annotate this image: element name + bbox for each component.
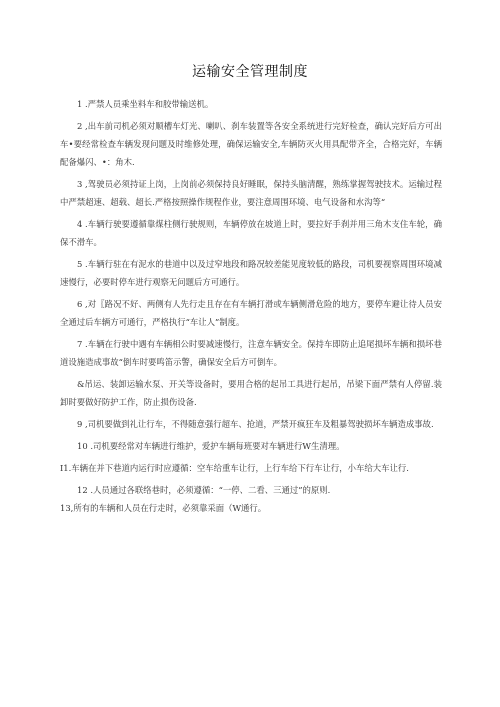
rule-paragraph-11: I1.车辆在并下巷道内运行时应遵循：空车给重车让行，上行车给下行车让行，小车给大车让行. bbox=[60, 463, 409, 473]
rule-paragraph-5: 5 .车辆行驻在有泥水的巷道中以及过窄地段和路况较差能见度较低的路段，司机要视察周围环境减速慢行，必要时停车进行观察无问题后方可通行。 bbox=[60, 259, 442, 287]
rule-paragraph-12: 12 .人员通过各联络巷时，必须遵循：“一停、二看、三通过”的原则. bbox=[77, 485, 331, 495]
rule-paragraph-9: 9 ,司机要做到礼让行车，不得随意强行超车、抢道，严禁开疯狂车及粗暴驾驶损坏车辆造成事故. bbox=[77, 419, 434, 429]
rule-paragraph-4: 4 .车辆行驶要遵循靠煤柱侧行驶规则，车辆停放在坡道上时，要拉好手刹并用三角木支住车轮，确保不滑车。 bbox=[60, 219, 442, 247]
rule-paragraph-7: 7 .车辆在行驶中遇有车辆相公时要减速慢行，注意车辆安全。保持车即防止追尾损坏车辆和损坏巷道设施造成事故“倒车时要鸣笛示警，确保安全后方可倒车。 bbox=[60, 339, 442, 367]
rule-paragraph-13: 13,所有的车辆和人员在行走时，必须靠采面（W通行。 bbox=[60, 503, 267, 513]
rule-paragraph-6: 6 ,对〖路况不好、两侧有人先行走且存在有车辆打滑或车辆侧滑危险的地方，要停车避让待人员安全通过后车辆方可通行，严格执行“车让人”制度。 bbox=[60, 299, 442, 327]
rule-paragraph-1: 1 .严禁人员乘坐料车和胶带输送机。 bbox=[77, 99, 214, 109]
rule-paragraph-10: 10 .司机要经常对车辆进行维护，爱护车辆每班要对车辆进行W生清理。 bbox=[77, 441, 345, 451]
rule-paragraph-3: 3 ,驾驶员必须持证上岗，上岗前必须保持良好睡眠，保持头脑清醒，熟练掌握驾驶技术。运输过程中严禁超速、超载、超长.严格按照操作规程作业，要注意周围环境、电气设备和水沟等“ bbox=[60, 179, 442, 207]
document-title: 运输安全管理制度 bbox=[192, 64, 308, 80]
document-body bbox=[60, 95, 442, 517]
rule-paragraph-8: &吊运、装卸运输水泵、开关等设备时，要用合格的起吊工具进行起吊，吊梁下面严禁有人停留.装卸时要做好防护工作，防止损伤设备. bbox=[60, 379, 442, 407]
rule-paragraph-2: 2 ,出车前司机必须对顺槽车灯光、喇叭、刹车装置等各安全系统进行完好检查，确认完好后方可出车•要经常检查车辆发现问题及时维修处理，确保运输安全,车辆防灭火用具配带齐全，合格完好，车辆配备爆闪、•：角木. bbox=[60, 121, 442, 167]
